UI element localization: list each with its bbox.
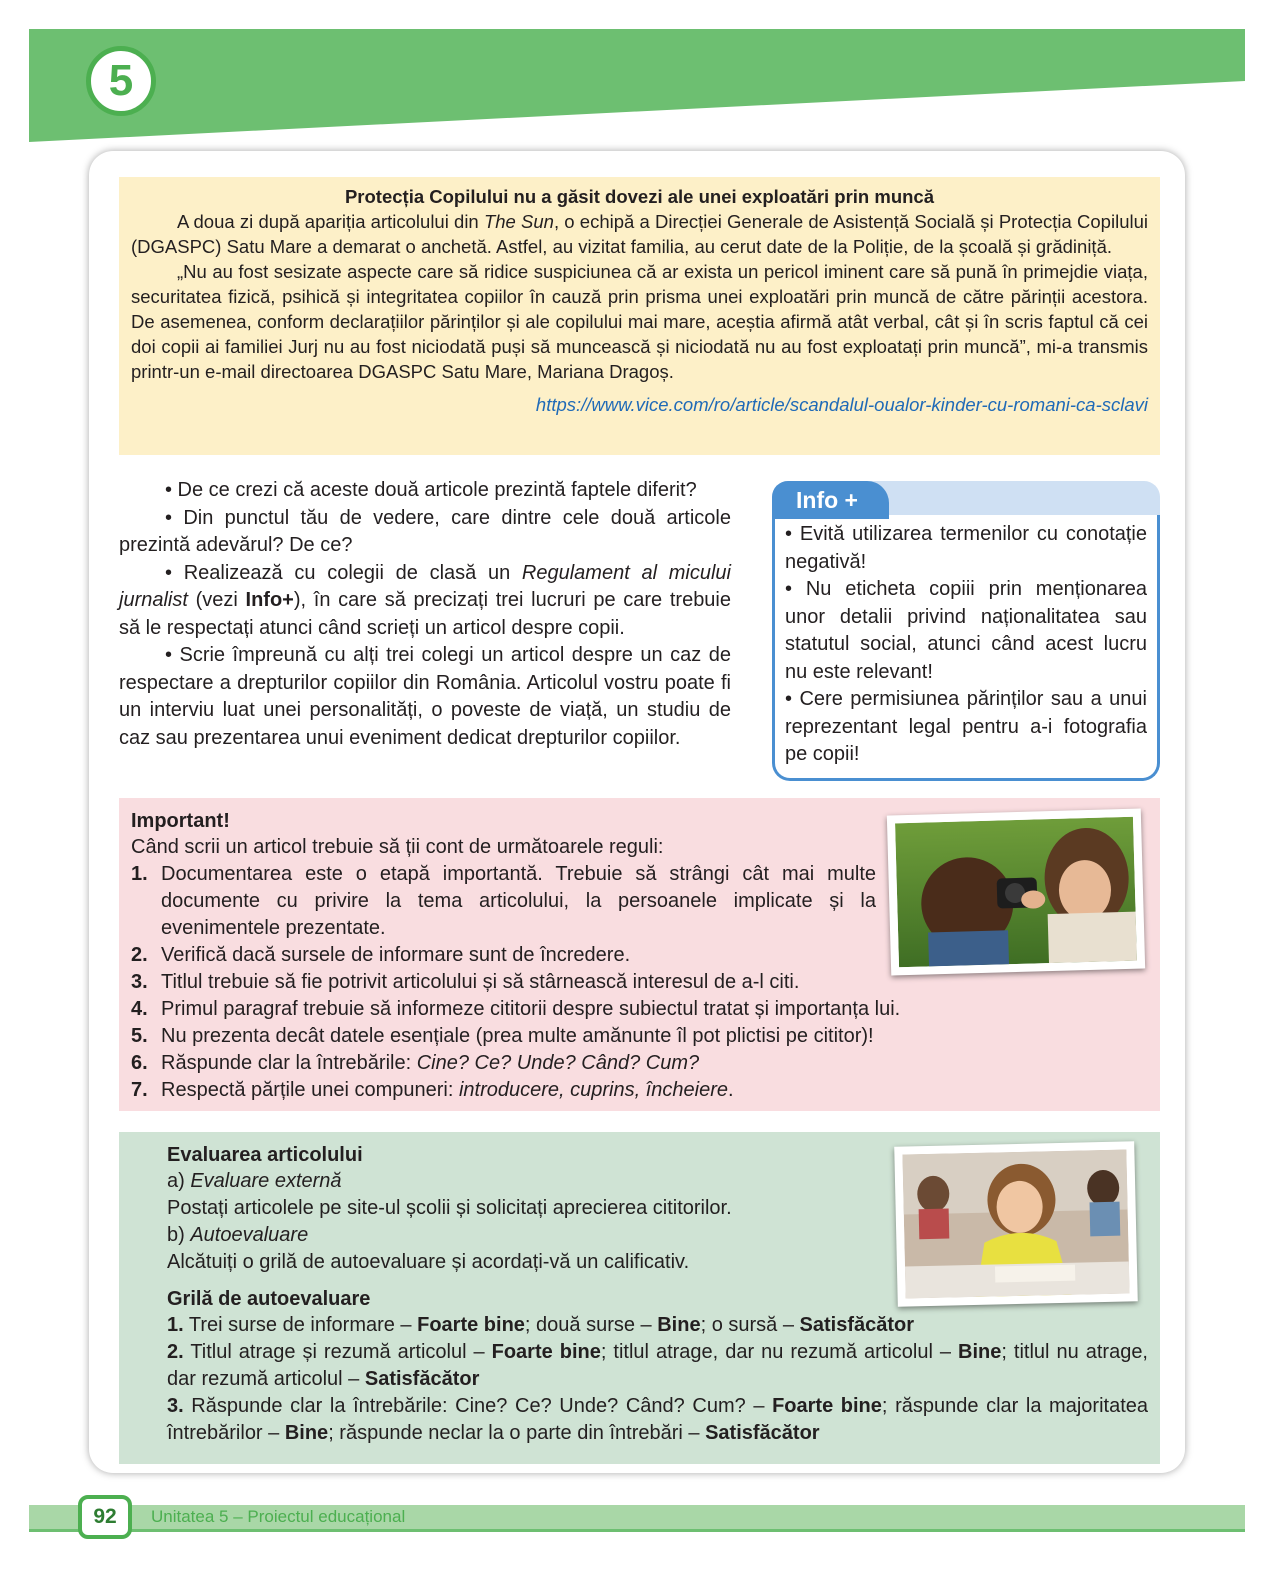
questions-list <box>119 477 731 752</box>
rule-item: 2. Verifică dacă sursele de informare sunt de încredere. <box>131 944 631 966</box>
rule-item: 6. Răspunde clar la întrebările: Cine? Ce? Unde? Când? Cum? <box>131 1052 700 1074</box>
evaluation-b-text: Alcătuiți o grilă de autoevaluare și acordați-vă un calificativ. <box>167 1251 690 1273</box>
article-paragraph-2: „Nu au fost sesizate aspecte care să ridice suspiciunea că ar exista un pericol iminent care să pună în primejdie viața, securitatea fizică, psihică și integritatea copiilor în cauză prin prisma unei exploatări prin muncă de către părinții acestora. De asemenea, conform declarațiilor părinților și ale copilului mai mare, aceștia afirmă atât verbal, cât și în scris faptul că cei doi copii ai familiei Jurj nu au fost niciodată puși să muncească și niciodată nu au fost exploatați prin muncă”, mi-a transmis printr-un e-mail directoarea DGASPC Satu Mare, Mariana Dragoș. <box>131 261 1148 382</box>
info-content <box>772 515 1160 781</box>
evaluation-b: b) Autoevaluare <box>167 1224 309 1246</box>
rule-item: 5. Nu prezenta decât datele esențiale (prea multe amănunte îl pot plictisi pe cititor)! <box>131 1025 874 1047</box>
info-item: • Cere permisiunea părinților sau a unui reprezentant legal pentru a-i fotografia pe copii! <box>785 688 1147 765</box>
grid-item-2: 2. Titlul atrage și rezumă articolul – Foarte bine; titlul atrage, dar nu rezumă articolul – Bine; titlul nu atrage, dar rezumă articolul – Satisfăcător <box>167 1341 1148 1390</box>
article-source-link[interactable]: https://www.vice.com/ro/article/scandalul-oualor-kinder-cu-romani-ca-sclavi <box>535 394 1148 415</box>
rule-item: 4. Primul paragraf trebuie să informeze cititorii despre subiectul tratat și importanța lui. <box>131 998 901 1020</box>
footer-line <box>29 1529 1245 1532</box>
info-item: • Evită utilizarea termenilor cu conotație negativă! <box>785 523 1147 573</box>
question-1: • De ce crezi că aceste două articole prezintă faptele diferit? <box>165 479 697 501</box>
rule-item: 3. Titlul trebuie să fie potrivit articolului și să stârnească interesul de a-l citi. <box>131 971 800 993</box>
important-intro: Când scrii un articol trebuie să ții cont de următoarele reguli: <box>131 836 664 858</box>
important-title: Important! <box>131 810 230 832</box>
evaluation-title: Evaluarea articolului <box>167 1144 363 1166</box>
info-item: • Nu eticheta copiii prin menționarea unor detalii privind naționalitatea sau statutul social, atunci când acest lucru nu este relevant! <box>785 578 1147 683</box>
question-4: • Scrie împreună cu alți trei colegi un articol despre un caz de respectare a drepturilor copiilor din România. Articolul vostru poate fi un interviu luat unei personalități, o poveste de viață, un studiu de caz sau prezentarea unui eveniment dedicat drepturilor copiilor. <box>119 644 731 749</box>
question-3: • Realizează cu colegii de clasă un Regulament al micului jurnalist (vezi Info+), în care să precizați trei lucruri pe care trebuie să le respectați atunci când scrieți un articol despre copii. <box>119 561 732 639</box>
question-2: • Din punctul tău de vedere, care dintre cele două articole prezintă adevărul? De ce? <box>119 506 731 556</box>
grid-item-3: 3. Răspunde clar la întrebările: Cine? Ce? Unde? Când? Cum? – Foarte bine; răspunde clar la majoritatea întrebărilor – Bine; răspunde neclar la o parte din întrebări – Satisfăcător <box>167 1395 1148 1444</box>
info-plus-box <box>772 481 1160 781</box>
unit-number: 5 <box>108 56 134 105</box>
photo-girl-writing-image <box>902 1149 1129 1298</box>
grid-title: Grilă de autoevaluare <box>167 1288 371 1310</box>
photo-girl-writing <box>894 1141 1138 1306</box>
rule-item: 7. Respectă părțile unei compuneri: introducere, cuprins, încheiere. <box>131 1079 734 1101</box>
unit-number-badge <box>86 46 156 116</box>
page-number: 92 <box>78 1495 132 1539</box>
grid-item-1: 1. Trei surse de informare – Foarte bine; două surse – Bine; o sursă – Satisfăcător <box>167 1314 915 1336</box>
photo-girls-camera <box>887 808 1145 975</box>
evaluation-a: a) Evaluare externă <box>167 1170 342 1192</box>
info-tab: Info + <box>772 481 889 519</box>
header-banner <box>29 29 1245 142</box>
footer-unit-title: Unitatea 5 – Proiectul educațional <box>151 1507 406 1526</box>
article-paragraph-1: A doua zi după apariția articolului din The Sun, o echipă a Direcției Generale de Asistență Socială și Protecția Copilului (DGASPC) Satu Mare a demarat o anchetă. Astfel, au vizitat familia, au cerut date de la Poliție, de la școală și grădiniță. <box>131 211 1148 257</box>
photo-girls-camera-image <box>895 817 1137 968</box>
evaluation-a-text: Postați articolele pe site-ul școlii și solicitați aprecierea cititorilor. <box>167 1197 732 1219</box>
article-excerpt <box>119 177 1160 455</box>
article-title: Protecția Copilului nu a găsit dovezi ale unei exploatări prin muncă <box>344 186 935 207</box>
rule-item: 1. Documentarea este o etapă importantă. Trebuie să strângi cât mai multe documente cu privire la tema articolului, la persoanele implicate și la evenimentele prezentate. <box>131 863 876 939</box>
